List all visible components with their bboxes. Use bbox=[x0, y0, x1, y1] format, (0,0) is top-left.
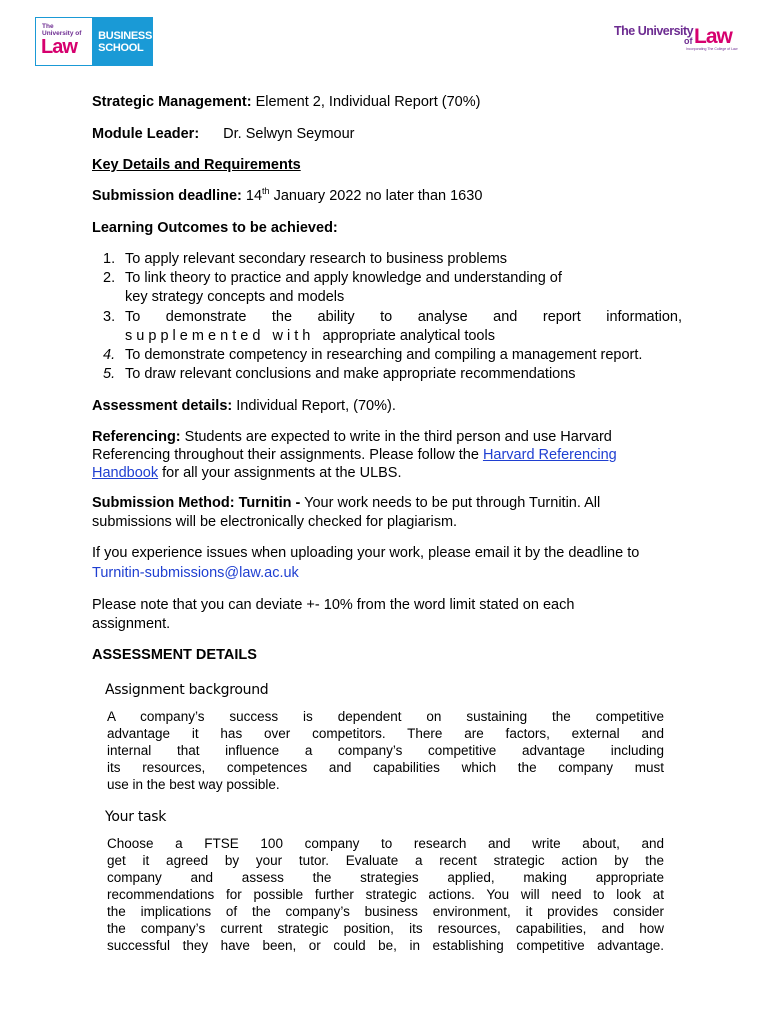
learning-outcomes-heading: Learning Outcomes to be achieved: bbox=[92, 220, 338, 236]
university-of-law-logo: The University of Law Incorporating The College of Law bbox=[614, 24, 738, 51]
issue-line: If you experience issues when uploading your work, please email it by the deadline to bbox=[92, 545, 640, 561]
note-line-2: assignment. bbox=[92, 616, 171, 632]
your-task-heading: Your task bbox=[105, 809, 167, 825]
submission-deadline-line: Submission deadline: 14th January 2022 no later than 1630 bbox=[92, 186, 483, 204]
submission-method-line-1: Submission Method: Turnitin - Your work needs to be put through Turnitin. All bbox=[92, 495, 601, 511]
referencing-line-1: Referencing: Students are expected to write in the third person and use Harvard bbox=[92, 429, 612, 445]
list-item: 1. To apply relevant secondary research to business problems bbox=[103, 251, 508, 267]
assignment-background-heading: Assignment background bbox=[105, 682, 269, 698]
assessment-details-heading: ASSESSMENT DETAILS bbox=[92, 647, 257, 663]
referencing-line-2: Referencing throughout their assignments. Please follow the Harvard Referencing bbox=[92, 447, 617, 463]
assessment-details-line: Assessment details: Individual Report, (70%). bbox=[92, 398, 396, 414]
list-item: 2. To link theory to practice and apply knowledge and understanding of key strategy concepts and models bbox=[103, 270, 562, 306]
harvard-referencing-link[interactable]: Harvard Referencing bbox=[482, 447, 617, 463]
your-task-text: Choose a FTSE 100 company to research and write about, and get it agreed by your tutor. Evaluate a recent strategic action by the company and assess the strategies applied, making appropriate recommendations for possible further strategic actions. You will need to look at the implications of the company’s business environment, it provides consider the company’s current strategic position, its resources, capabilities, and how successful they have been, or could be, in establishing competitive advantage. bbox=[107, 836, 664, 953]
handbook-link[interactable]: Handbook bbox=[92, 465, 159, 481]
list-item: 4. To demonstrate competency in researching and compiling a management report. bbox=[103, 347, 643, 364]
module-leader-line: Module Leader: Dr. Selwyn Seymour bbox=[92, 126, 355, 142]
assignment-background-text: A company’s success is dependent on sustaining the competitive advantage it has over competitors. There are factors, external and internal that influence a company’s competitive advantage including its resources, competences and capabilities which the company must use in the best way possible. bbox=[107, 709, 664, 792]
list-item: 3. To demonstrate the ability to analyse and report information, s u p p l e m e n t e d w i t h appropriate analytical tools bbox=[103, 308, 682, 344]
key-details-heading: Key Details and Requirements bbox=[92, 157, 301, 173]
business-school-logo: The University of Law BUSINESS SCHOOL bbox=[35, 17, 153, 66]
note-line-1: Please note that you can deviate +- 10% from the word limit stated on each bbox=[92, 597, 575, 613]
title-line: Strategic Management: Element 2, Individual Report (70%) bbox=[92, 94, 481, 110]
turnitin-email-link[interactable]: Turnitin-submissions@law.ac.uk bbox=[92, 565, 299, 581]
referencing-line-3: Handbook for all your assignments at the ULBS. bbox=[92, 465, 402, 481]
list-item: 5. To draw relevant conclusions and make appropriate recommendations bbox=[103, 366, 576, 383]
submission-method-line-2: submissions will be electronically checked for plagiarism. bbox=[92, 514, 458, 530]
learning-outcomes-list bbox=[92, 250, 682, 384]
